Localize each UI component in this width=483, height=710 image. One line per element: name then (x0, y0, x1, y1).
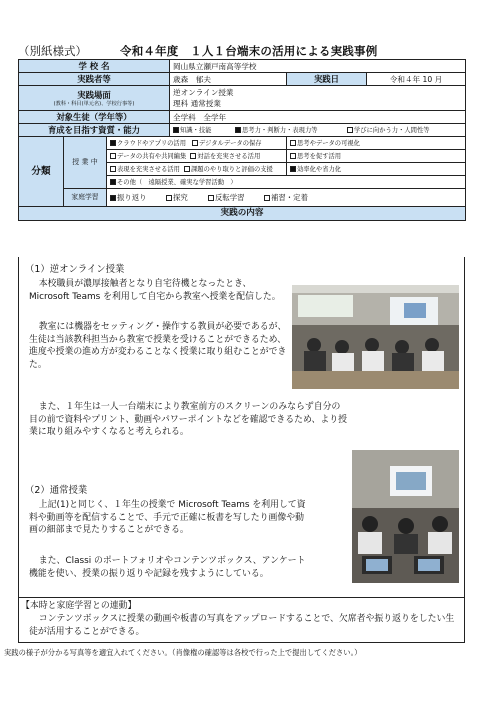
checkbox-icon (173, 127, 179, 133)
section-2-paragraph-2: また、Classi のポートフォリオやコンテンツボックス、アンケート機能を使い、授業の振り返りや記録を残すようにしている。 (29, 556, 306, 579)
scene-value-cell (170, 86, 466, 111)
home-item: 補習・定着 (264, 192, 308, 203)
target-label: 対象生徒（学年等） (19, 111, 170, 124)
checkbox-icon (290, 140, 296, 146)
checkbox-icon (110, 166, 116, 172)
section-1-paragraph-1: 本校職員が濃厚接触者となり自宅待機となったとき、Microsoft Teams を利用して自宅から教室へ授業を配信した。 (29, 279, 281, 302)
home-study-link-box (18, 597, 465, 643)
classification-label: 分類 (19, 137, 64, 207)
date-value: 令和４年 10 月 (367, 73, 466, 86)
scene-line-2: 理科 通常授業 (173, 99, 221, 108)
classroom-photo-2 (352, 450, 459, 583)
checkbox-icon (290, 166, 296, 172)
class-option: クラウドやアプリの活用 デジタルデータの保存 (107, 137, 287, 150)
scene-label-sub: (教科・科目(単元名)、学校行事等) (53, 100, 135, 107)
abilities-label: 育成を目指す資質・能力 (19, 124, 170, 137)
home-item: 振り返り (110, 192, 166, 203)
classroom-photo-1-drawing (292, 285, 459, 389)
practitioner-value: 歳森 郁夫 (170, 73, 287, 86)
checkbox-icon (110, 179, 116, 185)
home-item: 探究 (166, 192, 208, 203)
in-class-label: 授 業 中 (64, 137, 107, 189)
checkbox-icon (290, 153, 296, 159)
home-item: 反転学習 (208, 192, 264, 203)
target-value: 全学科 全学年 (170, 111, 466, 124)
section-1-paragraph-2: 教室には機器をセッティング・操作する教員が必要であるが、生徒は当該教科担当から教室で授業を受けることができるため、進度や授業の進め方が変わることなく授業に取り組むことができた。 (29, 322, 287, 370)
footer-note: 実践の様子が分かる写真等を適宜入れてください。（肖像権の確認等は各校で行った上で提出してください。） (4, 648, 362, 657)
home-study-link-header: 【本時と家庭学習との連動】 (21, 601, 137, 611)
ability-item: 思考力・判断力・表現力等 (235, 125, 347, 136)
checkbox-icon (264, 195, 270, 201)
checkbox-icon (166, 195, 172, 201)
date-label: 実践日 (287, 73, 367, 86)
scene-line-1: 逆オンライン授業 (173, 88, 234, 97)
checkbox-icon (110, 195, 116, 201)
section-2-title: （2）通常授業 (25, 485, 88, 496)
home-options (107, 189, 466, 207)
abilities-cell (170, 124, 466, 137)
checkbox-icon (235, 127, 241, 133)
checkbox-icon (184, 166, 190, 172)
form-label: （別紙様式） (18, 44, 87, 58)
section-1-paragraph-3: また、１年生は一人一台端末により教室前方のスクリーンのみならず自分の目の前で資料やプリント、動画やパワーポイントなどを確認できるため、より授業に取り組みやすくなると考えられる。 (29, 402, 347, 438)
classroom-photo-1 (292, 285, 459, 389)
scene-label: 実践場面 (77, 89, 111, 100)
document-title: 令和４年度 １人１台端末の活用による実践事例 (120, 44, 378, 58)
classroom-photo-2-drawing (352, 450, 459, 583)
info-table (18, 59, 466, 221)
checkbox-icon (208, 195, 214, 201)
checkbox-icon (110, 153, 116, 159)
checkbox-icon (110, 140, 116, 146)
class-option: 思考やデータの可視化 (287, 137, 466, 150)
class-option: データの共有や共同編集 対話を充実させる活用 (107, 150, 287, 163)
home-label: 家庭学習 (64, 189, 107, 207)
content-header: 実践の内容 (19, 207, 466, 221)
checkbox-icon (192, 140, 198, 146)
checkbox-icon (347, 127, 353, 133)
checkbox-icon (190, 153, 196, 159)
school-label: 学 校 名 (19, 60, 170, 73)
practitioner-label: 実践者等 (19, 73, 170, 86)
school-value: 岡山県立瀬戸南高等学校 (170, 60, 466, 73)
ability-item: 知識・技能 (173, 125, 235, 136)
section-2-paragraph-1: 上記(1)と同じく、１年生の授業で Microsoft Teams を利用して資料や動画等を配信することで、手元で正確に板書を写したり画像や動画の細部まで見たりすることができる。 (29, 500, 306, 536)
ability-item: 学びに向かう力・人間性等 (347, 125, 430, 136)
home-study-link-body: コンテンツボックスに授業の動画や板書の写真をアップロードすることで、欠席者や振り返りをしたい生徒が活用することができる。 (29, 614, 455, 637)
class-option: 効率化や省力化 (287, 163, 466, 176)
class-option: 思考を促す活用 (287, 150, 466, 163)
content-area (18, 257, 465, 597)
section-1-title: （1）逆オンライン授業 (25, 264, 125, 275)
title-row (18, 43, 468, 59)
class-option: 表現を充実させる活用 課題のやり取りと評価の支援 (107, 163, 287, 176)
scene-label-cell (19, 86, 170, 111)
class-option-other: その他（ 遠隔授業、確実な学習活動 ） (107, 176, 466, 189)
